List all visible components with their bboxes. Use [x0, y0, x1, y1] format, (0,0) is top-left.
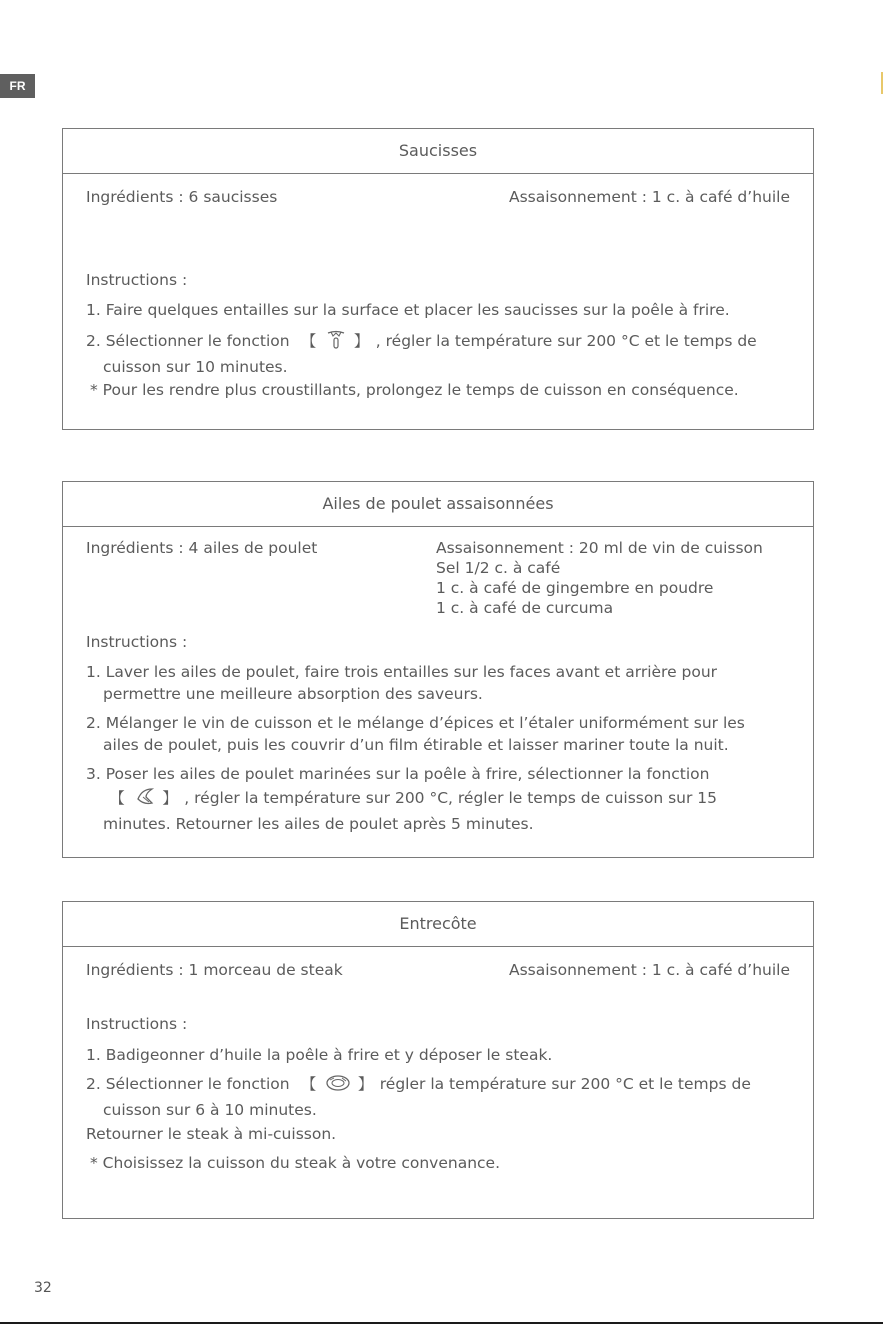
step-2	[86, 712, 745, 756]
recipe-title: Entrecôte	[63, 902, 813, 947]
step-1: 1. Badigeonner d’huile la poêle à frire et y déposer le steak.	[86, 1046, 553, 1064]
mode-bracket: 【 】	[295, 328, 371, 356]
ingredients-row	[63, 185, 813, 209]
step-2-cont: cuisson sur 10 minutes.	[103, 358, 288, 376]
seasoning-list	[436, 538, 763, 618]
seasoning-text: Assaisonnement : 1 c. à café d’huile	[508, 961, 790, 979]
step-2-text-b: , régler la température sur 200 °C et le temps de	[375, 332, 757, 350]
step-3-text-b: , régler la température sur 200 °C, régler le temps de cuisson sur 15	[184, 789, 718, 807]
step-2	[86, 328, 757, 378]
steak-mode-icon	[325, 1073, 351, 1099]
note: * Choisissez la cuisson du steak à votre convenance.	[90, 1154, 501, 1172]
step-3-cont-b: minutes. Retourner les ailes de poulet après 5 minutes.	[103, 815, 534, 833]
instructions-title: Instructions :	[86, 271, 188, 289]
recipe-title: Ailes de poulet assaisonnées	[63, 482, 813, 527]
ingredients-text: Ingrédients : 6 saucisses	[86, 188, 278, 206]
step-1	[86, 661, 717, 705]
seasoning-line: Assaisonnement : 20 ml de vin de cuisson	[436, 539, 763, 557]
ingredients-row	[63, 958, 813, 982]
step-2-text: 2. Mélanger le vin de cuisson et le mélange d’épices et l’étaler uniformément sur les	[86, 714, 745, 732]
ingredients-text: Ingrédients : 4 ailes de poulet	[86, 539, 318, 557]
step-1: 1. Faire quelques entailles sur la surface et placer les saucisses sur la poêle à frire.	[86, 301, 730, 319]
seasoning-line: 1 c. à café de gingembre en poudre	[436, 579, 714, 597]
language-tab: FR	[0, 74, 35, 98]
note: * Pour les rendre plus croustillants, prolongez le temps de cuisson en conséquence.	[90, 381, 739, 399]
ingredients-row	[63, 537, 813, 617]
mode-bracket: 【 】	[295, 1073, 375, 1099]
step-2	[86, 1073, 751, 1121]
step-1-cont: permettre une meilleure absorption des saveurs.	[103, 685, 483, 703]
step-2-text-b: régler la température sur 200 °C et le temps de	[379, 1075, 751, 1093]
recipe-card-entrecote	[62, 901, 814, 1219]
recipe-card-saucisses	[62, 128, 814, 430]
sausage-mode-icon	[325, 328, 347, 356]
seasoning-line: 1 c. à café de curcuma	[436, 599, 614, 617]
step-3-text: 3. Poser les ailes de poulet marinées sur la poêle à frire, sélectionner la fonction	[86, 765, 710, 783]
instructions-title: Instructions :	[86, 1015, 188, 1033]
instructions-title: Instructions :	[86, 633, 188, 651]
step-1-text: 1. Laver les ailes de poulet, faire trois entailles sur les faces avant et arrière pour	[86, 663, 718, 681]
mode-bracket: 【 】	[103, 785, 179, 813]
recipe-title: Saucisses	[63, 129, 813, 174]
step-2-cont: cuisson sur 6 à 10 minutes.	[103, 1101, 317, 1119]
step-2-text-a: 2. Sélectionner le fonction	[86, 332, 290, 350]
ingredients-text: Ingrédients : 1 morceau de steak	[86, 961, 343, 979]
step-2-cont: ailes de poulet, puis les couvrir d’un film étirable et laisser mariner toute la nuit.	[103, 736, 729, 754]
step-3	[86, 763, 717, 835]
step-turn: Retourner le steak à mi-cuisson.	[86, 1125, 337, 1143]
recipe-card-ailes-de-poulet	[62, 481, 814, 858]
step-2-text-a: 2. Sélectionner le fonction	[86, 1075, 290, 1093]
seasoning-text: Assaisonnement : 1 c. à café d’huile	[508, 188, 790, 206]
chicken-wing-mode-icon	[134, 785, 156, 813]
page-number: 32	[34, 1280, 52, 1296]
step-3-cont-a	[86, 785, 717, 813]
seasoning-line: Sel 1/2 c. à café	[436, 559, 561, 577]
